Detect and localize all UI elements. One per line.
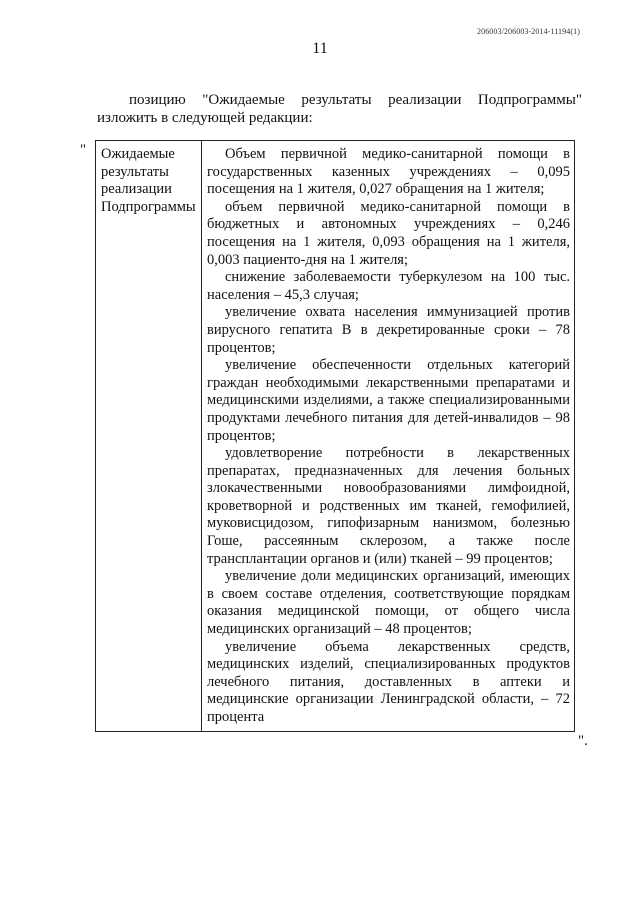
opening-quote: "	[80, 142, 87, 158]
result-paragraph: объем первичной медико-санитарной помощи в бюджетных и автономных учреждениях – 0,246 посещения на 1 жителя, 0,093 обращения на 1 жителя, 0,003 пациенто-дня на 1 жителя;	[207, 198, 570, 268]
intro-line-1: позицию "Ожидаемые результаты реализации Подпрограммы"	[129, 92, 582, 108]
result-paragraph: увеличение объема лекарственных средств, медицинских изделий, специализированных продуктов лечебного питания, доставленных в аптеки и медицинские организации Ленинградской области, – 72 процента	[207, 638, 570, 725]
document-id: 206003/206003-2014-11194(1)	[477, 27, 580, 36]
results-table	[95, 140, 575, 732]
row-content-cell	[202, 141, 575, 732]
row-label-line: результаты	[101, 163, 169, 180]
intro-text	[97, 91, 582, 127]
result-paragraph: Объем первичной медико-санитарной помощи в государственных казенных учреждениях – 0,095 посещения на 1 жителя, 0,027 обращения на 1 жителя;	[207, 146, 570, 198]
page-number: 11	[312, 40, 328, 57]
result-paragraph: снижение заболеваемости туберкулезом на 100 тыс. населения – 45,3 случая;	[207, 269, 570, 303]
table-row	[96, 141, 575, 732]
result-paragraph: увеличение охвата населения иммунизацией против вирусного гепатита В в декретированные сроки – 78 процентов;	[207, 304, 570, 356]
result-paragraph: увеличение обеспеченности отдельных категорий граждан необходимыми лекарственными препаратами и медицинскими изделиями, а также специализированными продуктами лечебного питания для детей-инвалидов – 98 процентов;	[207, 357, 570, 444]
result-paragraph: увеличение доли медицинских организаций, имеющих в своем составе отделения, соответствующие порядкам оказания медицинской помощи, от общего числа медицинских организаций – 48 процентов;	[207, 568, 570, 638]
closing-quote: ".	[578, 733, 588, 749]
result-paragraph: удовлетворение потребности в лекарственных препаратах, предназначенных для лечения больных злокачественными новообразованиями лимфоидной, кроветворной и родственных им тканей, гемофилией, муковисцидозом, гипофизарным нанизмом, болезнью Гоше, рассеянным склерозом, а также после трансплантации органов и (или) тканей – 99 процентов;	[207, 445, 570, 567]
row-label-line: Ожидаемые	[101, 146, 175, 162]
row-label-line: реализации	[101, 181, 172, 198]
intro-line-2: изложить в следующей редакции:	[97, 110, 313, 126]
row-label-cell	[96, 141, 202, 732]
row-label-line: Подпрограммы	[101, 198, 196, 215]
